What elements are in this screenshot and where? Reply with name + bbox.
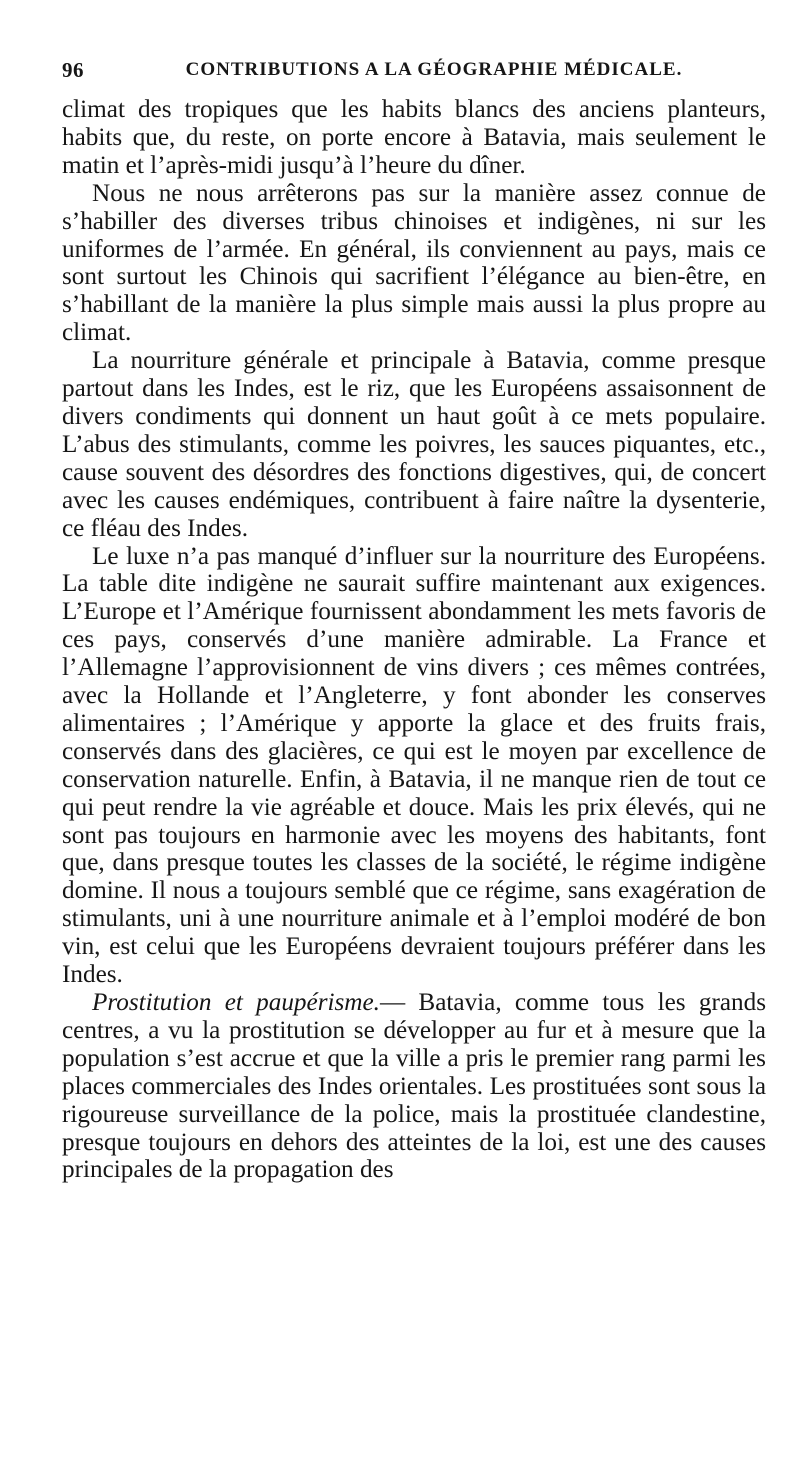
section-heading-prostitution: Prostitution et paupérisme. [92,989,380,1016]
paragraph-4-text: Le luxe n’a pas manqué d’influer sur la nourriture des Européens. La table dite indigène ne saurait suffire maintenant aux exigences. L’Europe et l’Amérique fournissent abondamment les mets favoris de ces pays, conservés d’une manière admirable. La France et l’Allemagne l’approvisionnent de vins divers ; ces mêmes contrées, avec la Hollande et l’Angleterre, y font abonder les conserves alimentaires ; l’Amérique y apporte la glace et des fruits frais, conservés dans des glacières, ce qui est le moyen par excellence de conservation naturelle. Enfin, à Batavia, il ne manque rien de tout ce qui peut rendre la vie agréable et douce. Mais les prix élevés, qui ne sont pas toujours en harmonie avec les moyens des habitants, font que, dans presque toutes les classes de la société, le régime indigène domine. Il nous a toujours semblé que ce régime, sans exagération de stimulants, uni à une nourriture animale et à l’emploi modéré de bon vin, est celui que les Européens devraient toujours préférer dans les Indes. [62,542,766,989]
paragraph-1 [62,96,766,180]
running-head: CONTRIBUTIONS A LA GÉOGRAPHIE MÉDICALE. [185,59,683,80]
paragraph-5 [62,989,766,1184]
body-text [62,96,766,1184]
paragraph-2-text: Nous ne nous arrêterons pas sur la manière assez connue de s’habiller des diverses tribus chinoises et indigènes, ni sur les uniformes de l’armée. En général, ils conviennent au pays, mais ce sont surtout les Chinois qui sacrifient l’élégance au bien-être, en s’habillant de la manière la plus simple mais aussi la plus propre au climat. [62,179,766,347]
paragraph-5-text: — Batavia, comme tous les grands centres, a vu la prostitution se développer au fur et à mesure que la population s’est accrue et que la ville a pris le premier rang parmi les places commerciales des Indes orientales. Les prostituées sont sous la rigoureuse surveillance de la police, mais la prostituée clandestine, presque toujours en dehors des atteintes de la loi, est une des causes principales de la propagation des [62,989,766,1184]
page-number: 96 [62,58,84,82]
page-header [62,58,766,88]
paragraph-2 [62,180,766,347]
paragraph-3-text: La nourriture générale et principale à Batavia, comme presque partout dans les Indes, est le riz, que les Européens assaisonnent de divers condiments qui donnent un haut goût à ce mets populaire. L’abus des stimulants, comme les poivres, les sauces piquantes, etc., cause souvent des désordres des fonctions digestives, qui, de concert avec les causes endémiques, contribuent à faire naître la dysenterie, ce fléau des Indes. [62,347,766,542]
paragraph-1-text: climat des tropiques que les habits blancs des anciens planteurs, habits que, du reste, on porte encore à Batavia, mais seulement le matin et l’après-midi jusqu’à l’heure du dîner. [62,96,766,179]
paragraph-3 [62,347,766,542]
paragraph-4 [62,543,766,990]
